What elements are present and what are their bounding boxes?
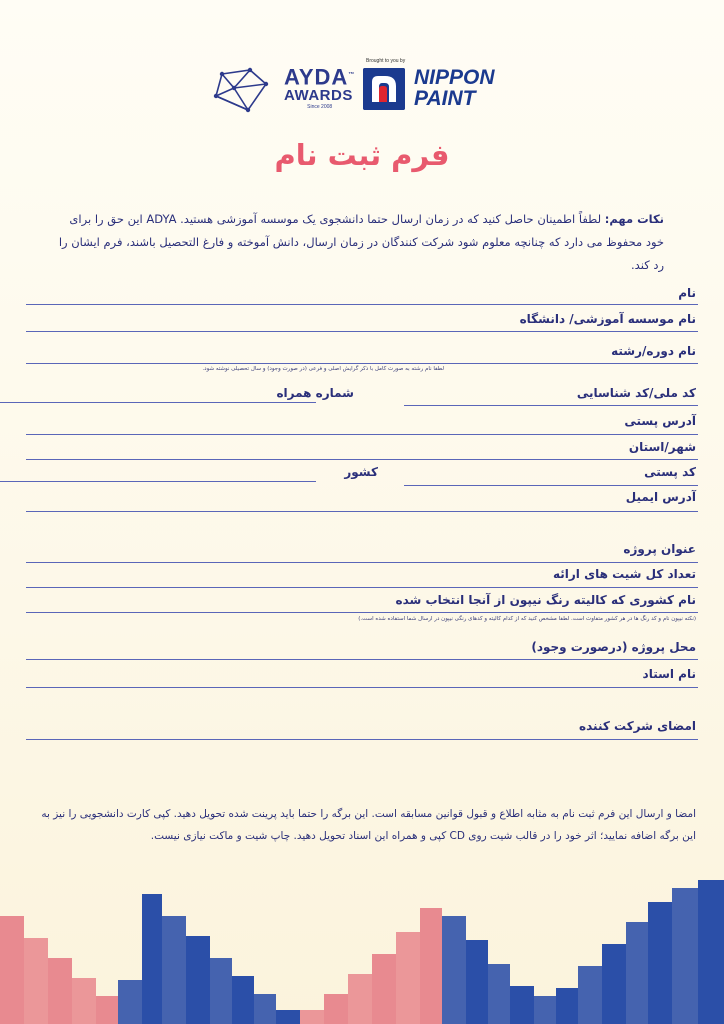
decorative-bar (300, 1010, 324, 1024)
decorative-bar (0, 916, 24, 1024)
decorative-bar (24, 938, 48, 1024)
decorative-bar (420, 908, 442, 1024)
sheet-count-label: تعداد کل شیت های ارائه (552, 567, 696, 581)
course-label: نام دوره/رشته (611, 344, 696, 358)
decorative-bar (534, 996, 556, 1024)
professor-input-line[interactable] (26, 687, 698, 688)
decorative-bar (118, 980, 142, 1024)
decorative-bar (142, 894, 162, 1024)
decorative-bar (324, 994, 348, 1024)
country-label: کشور (344, 465, 378, 479)
name-label: نام (678, 286, 696, 300)
mobile-input-line[interactable] (0, 402, 316, 403)
professor-label: نام استاد (642, 667, 696, 681)
country-input-line[interactable] (0, 481, 316, 482)
decorative-bar (648, 902, 672, 1024)
decorative-bar (48, 958, 72, 1024)
nippon-wordmark: NIPPON PAINT (414, 66, 495, 110)
catalogue-hint: (نکته نیپون نام و کد رنگ ها در هر کشور متفاوت است. لطفا مشخص کنید که از کدام کالیته و کدهای رنگی نیپون در ارسال شما استفاده شده است.) (358, 616, 696, 622)
decorative-bar (466, 940, 488, 1024)
mobile-label: شماره همراه (276, 386, 354, 400)
decorative-bar (442, 916, 466, 1024)
institute-label: نام موسسه آموزشی/ دانشگاه (519, 312, 696, 326)
email-input-line[interactable] (26, 511, 698, 512)
project-location-label: محل پروژه (درصورت وجود) (531, 640, 696, 654)
decorative-bar (396, 932, 420, 1024)
nippon-brought-by: Brought to you by (366, 58, 406, 64)
city-input-line[interactable] (26, 459, 698, 460)
decorative-bar (556, 988, 578, 1024)
city-label: شهر/استان (628, 440, 696, 454)
postal-code-label: کد پستی (644, 465, 696, 479)
logo-header (0, 58, 724, 118)
decorative-bar (488, 964, 510, 1024)
project-location-input-line[interactable] (26, 659, 698, 660)
decorative-bar (162, 916, 186, 1024)
signature-input-line[interactable] (26, 739, 698, 740)
course-input-line[interactable] (26, 363, 698, 364)
notes-label: نکات مهم: (604, 212, 664, 226)
catalogue-country-label: نام کشوری که کالیته رنگ نیپون از آنجا انتخاب شده (395, 593, 696, 607)
project-title-label: عنوان پروژه (623, 542, 696, 556)
national-id-input-line[interactable] (404, 405, 698, 406)
nippon-logo-icon (363, 68, 405, 110)
decorative-bar (276, 1010, 300, 1024)
institute-input-line[interactable] (26, 331, 698, 332)
decorative-bar (348, 974, 372, 1024)
decorative-bar (510, 986, 534, 1024)
decorative-bar (210, 958, 232, 1024)
decorative-bar (672, 888, 698, 1024)
decorative-bar (626, 922, 648, 1024)
decorative-bar (602, 944, 626, 1024)
project-title-input-line[interactable] (26, 562, 698, 563)
ayda-wordmark: AYDA™ AWARDS Since 2008 (284, 64, 356, 111)
decorative-bar (254, 994, 276, 1024)
notes-text: لطفاً اطمینان حاصل کنید که در زمان ارسال حتما دانشجوی یک موسسه آموزشی هستید. ADYA این حق را برای خود محفوظ می دارد که چنانچه معلوم شود شرکت کنندگان در زمان ارسال، دانش آموخته و فارغ التحصیل باشند، فرم ایشان را رد کند. (58, 212, 664, 272)
signature-label: امضای شرکت کننده (579, 719, 696, 733)
sheet-count-input-line[interactable] (26, 587, 698, 588)
form-title: فرم ثبت نام (274, 138, 450, 172)
catalogue-country-input-line[interactable] (26, 612, 698, 613)
decorative-bar (186, 936, 210, 1024)
decorative-bar (698, 880, 724, 1024)
decorative-bar (578, 966, 602, 1024)
email-label: آدرس ایمیل (625, 490, 696, 504)
postal-address-label: آدرس پستی (624, 414, 696, 428)
postal-address-input-line[interactable] (26, 434, 698, 435)
decorative-bar (72, 978, 96, 1024)
decorative-bar (372, 954, 396, 1024)
decorative-bar (232, 976, 254, 1024)
name-input-line[interactable] (26, 304, 698, 305)
decorative-bars (0, 870, 724, 1024)
important-notes (54, 208, 664, 277)
footer-text: امضا و ارسال این فرم ثبت نام به مثابه اطلاع و قبول قوانین مسابقه است. این برگه را حتما باید پرینت شده تحویل دهید. کپی کارت دانشجویی را نیز به این برگه اضافه نمایید؛ اثر خود را در قالب شیت روی CD کپی و همراه این اسناد تحویل دهید. چاپ شیت و ماکت نیازی نیست. (41, 808, 696, 842)
postal-code-input-line[interactable] (404, 485, 698, 486)
ayda-diamond-icon (208, 66, 278, 114)
decorative-bar (96, 996, 118, 1024)
course-hint: لطفا نام رشته به صورت کامل با ذکر گرایش اصلی و فرعی (در صورت وجود) و سال تحصیلی نوشته شود. (202, 366, 444, 372)
national-id-label: کد ملی/کد شناسایی (576, 386, 696, 400)
